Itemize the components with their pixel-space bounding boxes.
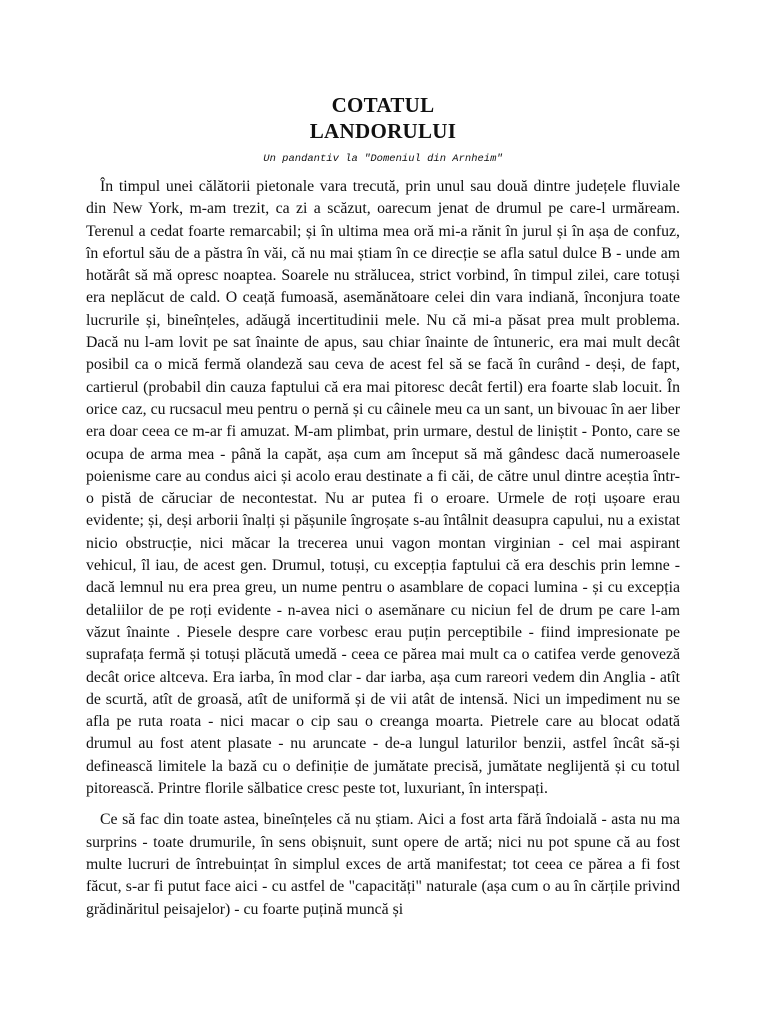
title-line-2: LANDORULUI bbox=[309, 119, 457, 143]
document-title bbox=[86, 92, 680, 144]
document-subtitle: Un pandantiv la "Domeniul din Arnheim" bbox=[263, 153, 503, 165]
body-paragraph-2: Ce să fac din toate astea, bineînțeles că nu știam. Aici a fost arta fără îndoială - asta nu ma surprins - toate drumurile, în sens obișnuit, sunt opere de artă; nici nu pot spune că au fost multe lucruri de întrebuințat în simplul exces de artă manifestat; tot ceea ce părea a fi fost făcut, s-ar fi putut face aici - cu astfel de "capacități" naturale (așa cum o au în cărțile privind grădinăritul peisajelor) - cu foarte puțină muncă și bbox=[86, 811, 680, 918]
document-page bbox=[86, 92, 680, 921]
title-line-1: COTATUL bbox=[331, 93, 435, 117]
body-paragraph-1: În timpul unei călătorii pietonale vara trecută, prin unul sau două dintre județele fluviale din New York, m-am trezit, ca zi a scăzut, oarecum jenat de drumul pe care-l urmăream. Terenul a cedat foarte remarcabil; și în ultima mea oră mi-a rănit în jurul și în așa de confuz, în efortul său de a păstra în văi, că nu mai știam în ce direcție se afla satul dulce B - unde am hotărât să mă opresc noaptea. Soarele nu strălucea, strict vorbind, în timpul zilei, care totuși era neplăcut de cald. O ceață fumoasă, asemănătoare celei din vara indiană, înconjura toate lucrurile și, bineînțeles, adăugă incertitudinii mele. Nu că mi-a păsat prea mult problema. Dacă nu l-am lovit pe sat înainte de apus, sau chiar înainte de întuneric, era mai mult decât posibil ca o mică fermă olandeză sau ceva de acest fel să se facă în curând - deși, de fapt, cartierul (probabil din cauza faptului că era mai pitoresc decât fertil) era foarte slab locuit. În orice caz, cu rucsacul meu pentru o pernă și cu câinele meu ca un sant, un bivouac în aer liber era doar ceea ce m-ar fi amuzat. M-am plimbat, prin urmare, destul de liniștit - Ponto, care se ocupa de arma mea - până la capăt, așa cum am început să mă gândesc dacă numeroasele poienisme care au condus aici și acolo erau destinate a fi căi, de către unul dintre aceștia într-o pistă de căruciar de necontestat. Nu ar putea fi o eroare. Urmele de roți ușoare erau evidente; și, deși arborii înalți și pășunile îngroșate s-au întâlnit deasupra capului, nu a existat nicio obstrucție, nici măcar la trecerea unui vagon montan virginian - cel mai aspirant vehicul, îl iau, de acest gen. Drumul, totuși, cu excepția faptului că era deschis prin lemne - dacă lemnul nu era prea greu, un nume pentru o asamblare de copaci lumina - și cu excepția detaliilor de pe roți evidente - n-avea nici o asemănare cu niciun fel de drum pe care l-am văzut înainte . Piesele despre care vorbesc erau puțin perceptibile - fiind impresionate pe suprafața fermă și totuși plăcută umedă - ceea ce părea mai mult ca o catifea verde genoveză decât orice altceva. Era iarba, în mod clar - dar iarba, așa cum rareori vedem din Anglia - atît de scurtă, atît de groasă, atît de uniformă și de vii atât de intensă. Nici un impediment nu se afla pe ruta roata - nici macar o cip sau o creanga moarta. Pietrele care au blocat odată drumul au fost atent plasate - nu aruncate - de-a lungul laturilor benzii, astfel încât să-și definească limitele la bază cu o definiție de jumătate precisă, jumătate neglijentă și cu totul pitorească. Printre florile sălbatice cresc peste tot, luxuriant, în interspați. bbox=[86, 178, 680, 798]
